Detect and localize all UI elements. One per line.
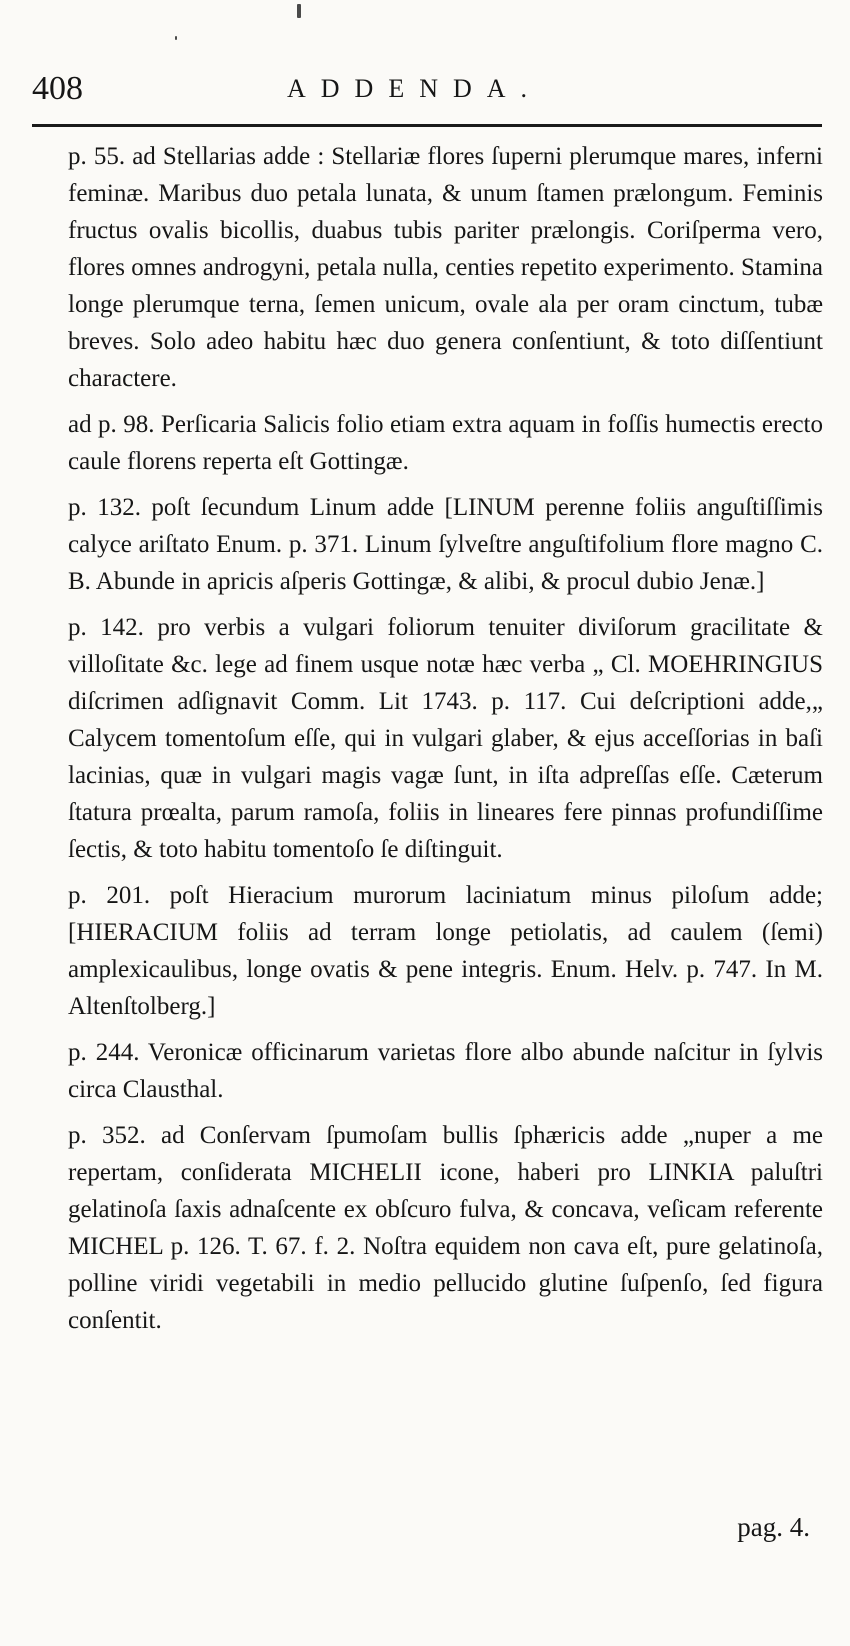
addendum-entry: p. 352. ad Conſervam ſpumoſam bullis ſphæricis adde „nuper a me repertam, conſiderata MICHELII icone, haberi pro LINKIA paluſtri gelatinoſa ſaxis adnaſcente ex obſcuro fulva, & concava, veſicam referente MICHEL p. 126. T. 67. f. 2. Noſtra equidem non cava eſt, pure gelatinoſa, polline viridi vegetabili in medio pellucido glutine ſuſpenſo, ſed figura conſentit. (68, 1122, 823, 1334)
page-header (32, 70, 822, 130)
addendum-entry: p. 132. poſt ſecundum Linum adde [LINUM perenne foliis anguſtiſſimis calyce ariſtato Enum. p. 371. Linum ſylveſtre anguſtifolium flore magno C. B. Abunde in apricis aſperis Gottingæ, & alibi, & procul dubio Jenæ.] (68, 494, 823, 595)
ink-speck (175, 36, 177, 40)
catchword: pag. 4. (737, 1512, 810, 1542)
page-body (68, 138, 823, 1348)
addendum-entry: p. 55. ad Stellarias adde : Stellariæ flores ſuperni plerumque mares, inferni feminæ. Maribus duo petala lunata, & unum ſtamen prælongum. Feminis fructus ovalis bicollis, duabus tubis pariter prælongis. Coriſperma vero, flores omnes androgyni, petala nulla, centies repetito experimento. Stamina longe plerumque terna, ſemen unicum, ovale ala per oram cinctum, tubæ breves. Solo adeo habitu hæc duo genera conſentiunt, & toto diſſentiunt charactere. (68, 143, 823, 392)
ink-speck (297, 4, 301, 18)
addendum-entry: p. 244. Veronicæ officinarum varietas flore albo abunde naſcitur in ſylvis circa Clausthal. (68, 1039, 823, 1103)
addendum-entry: p. 201. poſt Hieracium murorum laciniatum minus piloſum adde; [HIERACIUM foliis ad terram longe petiolatis, ad caulem (ſemi) amplexicaulibus, longe ovatis & pene integris. Enum. Helv. p. 747. In M. Altenſtolberg.] (68, 882, 823, 1020)
addendum-entry: ad p. 98. Perſicaria Salicis folio etiam extra aquam in foſſis humectis erecto caule florens reperta eſt Gottingæ. (68, 411, 823, 475)
running-head: ADDENDA. (287, 74, 543, 103)
page-number: 408 (32, 70, 83, 107)
header-rule (32, 124, 822, 127)
addendum-entry: p. 142. pro verbis a vulgari foliorum tenuiter diviſorum gracilitate & villoſitate &c. lege ad finem usque notæ hæc verba „ Cl. MOEHRINGIUS diſcrimen adſignavit Comm. Lit 1743. p. 117. Cui deſcriptioni adde,„ Calycem tomentoſum eſſe, qui in vulgari glaber, & ejus acceſſorias in baſi lacinias, quæ in vulgari magis vagæ ſunt, in iſta adpreſſas eſſe. Cæterum ſtatura prœalta, parum ramoſa, foliis in lineares fere pinnas profundiſſime ſectis, & toto habitu tomentoſo ſe diſtinguit. (68, 614, 823, 863)
